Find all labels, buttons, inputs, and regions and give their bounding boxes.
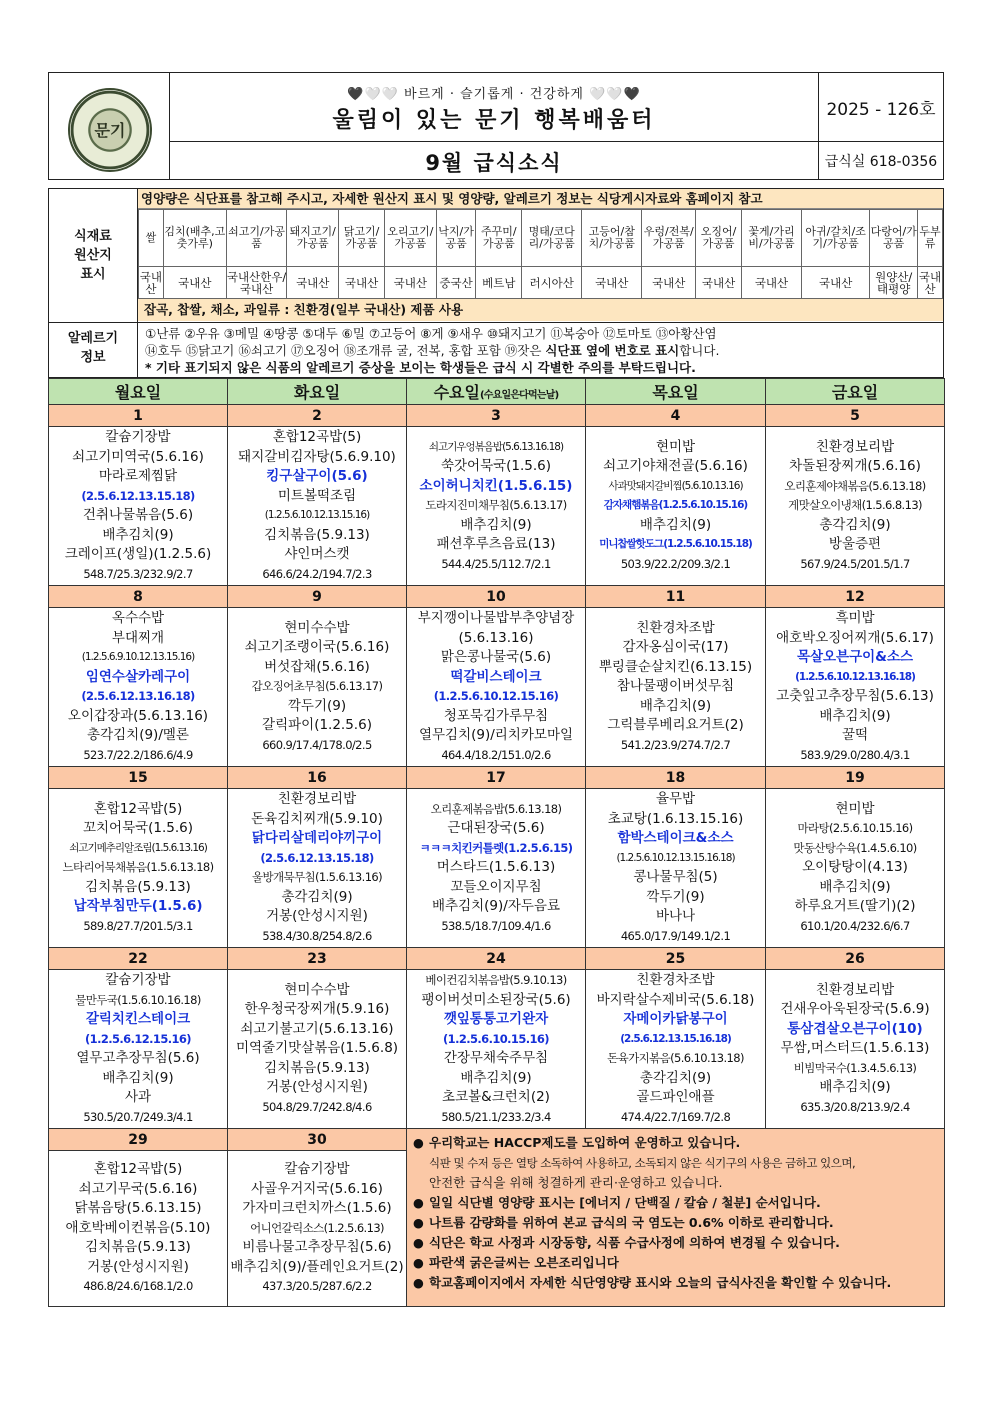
date-cell: 30 (228, 1129, 407, 1151)
origin-table (138, 209, 943, 299)
menu-item: 김치볶음(5.9.13) (264, 526, 370, 543)
menu-item: 친환경차조밥 (636, 972, 715, 988)
menu-item: 가자미크런치까스(1.5.6) (242, 1200, 392, 1217)
menu-item: (1.2.5.6.10.12.13.16.18) (795, 670, 915, 683)
menu-item: 머스타드(1.5.6.13) (436, 859, 556, 876)
date-cell: 16 (228, 767, 407, 789)
origin-item-country: 국내산 (642, 267, 696, 299)
origin-item-country: 국내산 (384, 267, 436, 299)
menu-item: 고춧잎고추장무침(5.6.13) (776, 688, 934, 704)
nutrition-value: 610.1/20.4/232.6/6.7 (800, 918, 910, 933)
menu-item: 배추김치(9)/플레인요거트(2) (230, 1258, 404, 1275)
origin-item-name: 닭고기/가공품 (339, 210, 385, 267)
cafeteria-phone: 급식실 618-0356 (824, 154, 938, 170)
menu-item: 애호박오징어찌개(5.6.17) (776, 629, 934, 646)
menu-item: 친환경보리밥 (277, 791, 357, 807)
menu-item: (1.2.5.6.9.10.12.13.15.16) (81, 651, 195, 663)
date-cell: 29 (49, 1129, 228, 1151)
menu-item: 킹구살구이(5.6) (266, 468, 368, 484)
menu-item: 갑오징어초무침(5.6.13.17) (251, 679, 383, 694)
newsletter-header (48, 72, 944, 180)
menu-item: 쇠고기무국(5.6.16) (78, 1180, 198, 1197)
bullet-icon: ● (413, 1275, 424, 1290)
menu-item: 부대찌개 (111, 629, 165, 646)
origin-item-country: 국내산 (163, 267, 226, 299)
menu-item: 바지락살수제비국(5.6.18) (596, 991, 755, 1008)
school-logo-cell (49, 73, 170, 179)
menu-item: 배추김치(9) (102, 1069, 174, 1086)
origin-item-name: 김치(배추,고춧가루) (163, 210, 226, 267)
menu-item: 간장무채숙주무침 (443, 1050, 549, 1066)
day-header: 수요일(수요일은다먹는날) (407, 379, 586, 405)
menu-item: (1.2.5.6.12.15.16) (85, 1031, 191, 1046)
menu-item: 쇠고기조랭이국(5.6.16) (244, 639, 390, 656)
meal-cell (407, 970, 586, 1129)
origin-item-name: 쇠고기/가공품 (226, 210, 287, 267)
menu-item: 건새우아욱된장국(5.6.9) (780, 1001, 930, 1018)
menu-item: 물만두국(1.5.6.10.16.18) (75, 992, 201, 1007)
menu-item: 거봉(안성시지원) (266, 908, 368, 924)
notice-item: ● 우리학교는 HACCP제도를 도입하여 운영하고 있습니다. (413, 1133, 940, 1153)
menu-item: 배추김치(9) (639, 697, 712, 714)
menu-item: 현미밥 (655, 438, 696, 455)
menu-item: 맑은콩나물국(5.6) (440, 649, 552, 665)
menu-item: 배추김치(9) (460, 516, 532, 533)
menu-item: 사골우거지국(5.6.16) (251, 1180, 383, 1197)
menu-item: 칼슘기장밥 (105, 429, 171, 445)
menu-item: 청포묵김가루무침 (443, 707, 549, 724)
menu-item: 깻잎통통고기완자 (443, 1011, 549, 1027)
meal-cell (49, 1151, 228, 1307)
bullet-icon: ● (413, 1255, 424, 1270)
meal-cell (49, 789, 228, 948)
header-issue-cell (819, 73, 943, 179)
nutrition-value: 437.3/20.5/287.6/2.2 (262, 1279, 372, 1294)
menu-item: 울방개묵무침(1.5.6.13.16) (251, 870, 383, 884)
menu-item: 친환경차조밥 (636, 619, 715, 636)
menu-item: 소이허니치킨(1.5.6.15) (419, 477, 573, 494)
menu-item: (2.5.6.12.13.15.18) (260, 850, 374, 865)
menu-item: 샤인머스캣 (284, 546, 350, 562)
menu-item: 맛동산탕수육(1.4.5.6.10) (793, 840, 917, 855)
notice-box (407, 1129, 945, 1307)
meal-cell (228, 1151, 407, 1307)
date-cell: 18 (586, 767, 766, 789)
menu-item: 총각김치(9) (281, 888, 353, 905)
allergy-label: 알레르기 정보 (67, 331, 119, 365)
menu-item: 초코볼&크런치(2) (442, 1089, 550, 1105)
menu-item: 골드파인애플 (636, 1089, 715, 1105)
menu-item: 배추김치(9) (102, 526, 174, 543)
notice-item: ● 나트륨 감량화를 위하여 본교 급식의 국 염도는 0.6% 이하로 관리합니다. (413, 1213, 940, 1233)
nutrition-value: 544.4/25.5/112.7/2.1 (441, 556, 551, 571)
menu-item: 혼합12곡밥(5) (93, 1161, 183, 1178)
menu-item: 배추김치(9)/자두음료 (432, 898, 560, 915)
menu-item: 근대된장국(5.6) (447, 820, 545, 837)
menu-item: 갈릭파이(1.2.5.6) (262, 717, 372, 734)
meal-cell (228, 970, 407, 1129)
menu-item: 비름나물고추장무침(5.6) (242, 1239, 392, 1256)
menu-item: 김치볶음(5.9.13) (264, 1059, 370, 1076)
menu-item: 쇠고기야채전골(5.6.16) (603, 458, 748, 475)
meal-cell (228, 608, 407, 767)
menu-item: 현미수수밥 (284, 981, 350, 998)
issue-number: 2025 - 126호 (826, 100, 936, 120)
menu-item: 느타리어묵채볶음(1.5.6.13.18) (62, 860, 214, 875)
date-cell: 12 (766, 586, 945, 608)
date-cell: 15 (49, 767, 228, 789)
notice-item: 식판 및 수저 등은 열탕 소독하여 사용하고, 소독되지 않은 식기구의 사용은 금하고 있으며, (429, 1156, 856, 1170)
menu-item: 한우청국장찌개(5.9.16) (244, 1001, 390, 1018)
nutrition-value: 474.4/22.7/169.7/2.8 (620, 1109, 731, 1124)
meal-cell (228, 789, 407, 948)
date-cell: 25 (586, 948, 766, 970)
wednesday-note: (수요일은다먹는날) (479, 390, 559, 401)
menu-item: (2.5.6.12.13.16.18) (81, 689, 195, 703)
menu-item: 김치볶음(5.9.13) (85, 1239, 191, 1256)
nutrition-value: 465.0/17.9/149.1/2.1 (620, 928, 731, 943)
bullet-icon: ● (413, 1195, 424, 1210)
menu-item: 오리훈제볶음밥(5.6.13.18) (430, 801, 562, 816)
menu-item: 초교탕(1.6.13.15.16) (607, 810, 744, 827)
menu-item: (2.5.6.12.13.15.16.18) (620, 1032, 731, 1045)
menu-item: ㅋㅋㅋ치킨커틀렛(1.2.5.6.15) (419, 840, 573, 855)
menu-item: 배추김치(9) (819, 878, 891, 895)
origin-label: 식재료 원산지 표시 (74, 229, 112, 282)
bullet-icon: ● (413, 1235, 424, 1250)
menu-item: (1.2.5.6.10.12.15.16) (433, 689, 559, 703)
menu-item: 쇠고기메추리알조림(1.5.6.13.16) (69, 841, 207, 854)
date-cell: 11 (586, 586, 766, 608)
day-header: 화요일 (228, 379, 407, 405)
menu-item: 사과 (124, 1089, 152, 1105)
meal-cell (766, 970, 945, 1129)
nutrition-value: 583.9/29.0/280.4/3.1 (800, 747, 910, 762)
day-header: 월요일 (49, 379, 228, 405)
date-cell: 22 (49, 948, 228, 970)
newsletter-title: 울림이 있는 문기 행복배움터 (332, 108, 656, 133)
menu-item: 배추김치(9) (460, 1069, 532, 1086)
nutrition-value: 660.9/17.4/178.0/2.5 (262, 737, 372, 752)
menu-item: 도라지진미채무침(5.6.13.17) (425, 498, 567, 513)
menu-item: 마라탕(2.5.6.10.15.16) (797, 821, 913, 836)
menu-item: 애호박베이컨볶음(5.10) (65, 1219, 211, 1236)
menu-item: 혼합12곡밥(5) (93, 800, 183, 817)
menu-item: 칼슘기장밥 (284, 1161, 350, 1178)
menu-item: 하루요거트(딸기)(2) (794, 898, 916, 915)
date-cell: 2 (228, 405, 407, 427)
menu-item: 패션후루츠음료(13) (436, 536, 556, 553)
date-cell: 1 (49, 405, 228, 427)
meal-cell (766, 427, 945, 586)
menu-item: 방울증편 (828, 536, 882, 553)
menu-item: 깍두기(9) (287, 697, 347, 714)
menu-item: 쇠고기불고기(5.6.13.16) (240, 1020, 394, 1037)
nutrition-value: 589.8/27.7/201.5/3.1 (83, 918, 193, 933)
menu-item: 김치볶음(5.9.13) (85, 878, 191, 895)
menu-item: 오이탕탕이(4.13) (802, 859, 908, 876)
origin-item-country: 중국산 (436, 267, 476, 299)
menu-item: 현미밥 (835, 800, 875, 817)
origin-item-name: 꽃게/가리비/가공품 (741, 210, 801, 267)
nutrition-value: 503.9/22.2/209.3/2.1 (620, 556, 731, 571)
menu-item: 거봉(안성시지원) (87, 1258, 189, 1275)
menu-item: 배추김치(9) (819, 1079, 891, 1096)
menu-item: 납작부침만두(1.5.6) (73, 898, 203, 915)
menu-item: 닭다리살데리야끼구이 (251, 830, 383, 846)
notice-item: ● 일일 식단별 영양량 표시는 [에너지 / 단백질 / 칼슘 / 철분] 순서입니다. (413, 1193, 940, 1213)
school-seal-text: 문기 (94, 121, 126, 140)
origin-item-country: 국내산 (696, 267, 742, 299)
menu-item: 꼬들오이지무침 (450, 878, 542, 895)
header-title-cell (170, 73, 819, 179)
school-seal-logo (68, 88, 152, 172)
menu-item: 쇠고기미역국(5.6.16) (72, 448, 204, 465)
menu-item: 꿀떡 (841, 727, 869, 743)
date-cell: 23 (228, 948, 407, 970)
menu-item: 임연수살카레구이 (85, 668, 191, 685)
origin-item-country: 국내산 (741, 267, 801, 299)
allergy-list-2: ⑭호두 ⑮닭고기 ⑯쇠고기 ⑰오징어 ⑱조개류 굴, 전복, 홍합 포함 ⑲잣은 식단표 옆에 번호로 표시합니다. (145, 343, 720, 358)
menu-item: 꼬치어묵국(1.5.6) (82, 820, 194, 837)
menu-item: 통삼겹살오븐구이(10) (787, 1020, 923, 1037)
menu-item: 돈육가지볶음(5.6.10.13.18) (607, 1051, 744, 1065)
allergy-info (145, 325, 939, 376)
menu-item: 총각김치(9)/멜론 (87, 727, 189, 743)
menu-item: 게맛살오이냉채(1.5.6.8.13) (788, 498, 922, 513)
date-cell: 17 (407, 767, 586, 789)
meal-cell (49, 427, 228, 586)
origin-item-country: 러시아산 (522, 267, 582, 299)
menu-item: 비빔막국수(1.3.4.5.6.13) (793, 1060, 917, 1075)
menu-item: 버섯잡채(5.6.16) (264, 658, 370, 675)
origin-item-name: 두부류 (918, 210, 943, 267)
menu-item: 콩나물무침(5) (633, 869, 718, 885)
bullet-icon: ● (413, 1215, 424, 1230)
nutrition-value: 580.5/21.1/233.2/3.4 (441, 1109, 551, 1124)
allergy-list-1: ①난류 ②우유 ③메밀 ④땅콩 ⑤대두 ⑥밀 ⑦고등어 ⑧게 ⑨새우 ⑩돼지고기 ⑪복숭아 ⑫토마토 ⑬아황산염 (145, 326, 717, 341)
date-cell: 8 (49, 586, 228, 608)
menu-item: 마라로제찜닭 (98, 468, 178, 484)
nutrition-value: 530.5/20.7/249.3/4.1 (83, 1109, 193, 1124)
date-cell: 10 (407, 586, 586, 608)
origin-item-name: 다랑어/가공품 (870, 210, 918, 267)
menu-item: (1.2.5.6.10.12.13.15.16) (264, 509, 370, 521)
origin-item-name: 우렁/전복/가공품 (642, 210, 696, 267)
menu-item: 미트볼떡조림 (277, 487, 357, 504)
monthly-menu-table (48, 378, 945, 1307)
menu-item: (2.5.6.12.13.15.18) (81, 488, 195, 503)
meal-cell (766, 789, 945, 948)
meal-cell (586, 608, 766, 767)
meal-cell (766, 608, 945, 767)
menu-item: 차돌된장찌개(5.6.16) (789, 458, 921, 475)
menu-item: 닭볶음탕(5.6.13.15) (74, 1200, 202, 1217)
nutrition-value: 538.4/30.8/254.8/2.6 (262, 928, 372, 943)
menu-item: 베이컨김치볶음밥(5.9.10.13) (425, 973, 567, 987)
meal-cell (228, 427, 407, 586)
meal-cell (49, 970, 228, 1129)
origin-item-name: 명태/코다리/가공품 (522, 210, 582, 267)
menu-item: (1.2.5.6.10.12.13.15.16.18) (616, 851, 735, 864)
date-cell: 19 (766, 767, 945, 789)
nutrition-value: 567.9/24.5/201.5/1.7 (800, 556, 910, 571)
menu-item: 총각김치(9) (639, 1069, 712, 1086)
meal-cell (586, 789, 766, 948)
menu-item: 감자채햄볶음(1.2.5.6.10.15.16) (603, 499, 748, 512)
origin-item-name: 주꾸미/가공품 (476, 210, 522, 267)
menu-item: 열무고추장무침(5.6) (76, 1050, 200, 1066)
menu-item: 바나나 (655, 908, 696, 924)
nutrition-value: 464.4/18.2/151.0/2.6 (441, 747, 551, 762)
menu-item: 갈릭치킨스테이크 (85, 1011, 191, 1027)
meal-cell (586, 970, 766, 1129)
meal-cell (49, 608, 228, 767)
info-box (48, 188, 944, 378)
date-cell: 3 (407, 405, 586, 427)
origin-item-name: 고등어/참치/가공품 (582, 210, 642, 267)
nutrition-value: 541.2/23.9/274.7/2.7 (620, 737, 731, 752)
menu-item: 부지깽이나물밥부추양념장 (417, 610, 575, 626)
origin-item-name: 아귀/갈치/조기/가공품 (802, 210, 870, 267)
menu-item: 떡갈비스테이크 (450, 668, 542, 685)
menu-item: 사과맛돼지갈비찜(5.6.10.13.16) (608, 479, 743, 492)
notice-item: ● 학교홈페이지에서 자세한 식단영양량 표시와 오늘의 급식사진을 확인할 수 있습니다. (413, 1273, 940, 1293)
nutrition-value: 523.7/22.2/186.6/4.9 (83, 747, 193, 762)
origin-item-country: 국내산 (287, 267, 339, 299)
notice-item: 안전한 급식을 위해 청결하게 관리·운영하고 있습니다. (429, 1175, 723, 1190)
origin-item-name: 돼지고기/가공품 (287, 210, 339, 267)
origin-item-country: 국내산한우/국내산 (226, 267, 287, 299)
notice-item: ● 파란색 굵은글씨는 오븐조리입니다 (413, 1253, 940, 1273)
newsletter-page (48, 72, 944, 1307)
menu-item: 현미수수밥 (284, 619, 350, 636)
menu-item: (5.6.13.16) (458, 629, 534, 646)
origin-item-country: 국내산 (802, 267, 870, 299)
menu-item: 자메이카닭봉구이 (623, 1011, 728, 1027)
bullet-icon: ● (413, 1135, 424, 1150)
reference-notice: 영양량은 식단표를 참고해 주시고, 자세한 원산지 표시 및 영양량, 알레르기 정보는 식당게시자료와 홈페이지 참고 (138, 189, 943, 209)
menu-item: 미니찹쌀핫도그(1.2.5.6.10.15.18) (599, 538, 752, 551)
nutrition-value: 646.6/24.2/194.7/2.3 (262, 566, 372, 581)
origin-item-country: 국내산 (339, 267, 385, 299)
origin-item-name: 낙지/가공품 (436, 210, 476, 267)
menu-item: 어니언갈릭소스(1.2.5.6.13) (250, 1220, 384, 1235)
day-header: 금요일 (766, 379, 945, 405)
nutrition-value: 538.5/18.7/109.4/1.6 (441, 918, 551, 933)
menu-item: 흑미밥 (835, 610, 875, 626)
allergy-warning: * 기타 표기되지 않은 식품의 알레르기 증상을 보이는 학생들은 급식 시 각별한 주의를 부탁드립니다. (145, 360, 696, 375)
origin-item-country: 국내산 (918, 267, 943, 299)
menu-item: 크레이프(생일)(1.2.5.6) (64, 546, 212, 562)
menu-item: 감자옹심이국(17) (622, 639, 729, 656)
menu-item: 함박스테이크&소스 (617, 830, 734, 846)
notice-item: ● 식단은 학교 사정과 시장동향, 식품 수급사정에 의하여 변경될 수 있습니다. (413, 1233, 940, 1253)
origin-item-name: 오징어/가공품 (696, 210, 742, 267)
meal-cell (407, 427, 586, 586)
menu-item: 친환경보리밥 (815, 981, 895, 998)
menu-item: 배추김치(9) (819, 707, 891, 724)
origin-item-country: 원양산/태평양 (870, 267, 918, 299)
menu-item: 오리훈제야채볶음(5.6.13.18) (784, 478, 926, 493)
menu-item: 쑥갓어묵국(1.5.6) (440, 458, 552, 475)
menu-item: 배추김치(9) (639, 516, 712, 533)
origin-item-country: 베트남 (476, 267, 522, 299)
menu-item: 미역줄기맛살볶음(1.5.6.8) (235, 1040, 399, 1057)
menu-item: 깍두기(9) (646, 888, 705, 905)
nutrition-value: 486.8/24.6/168.1/2.0 (83, 1279, 193, 1294)
origin-item-name: 오리고기/가공품 (384, 210, 436, 267)
meal-cell (407, 608, 586, 767)
newsletter-subtitle: 9월 급식소식 (425, 151, 563, 175)
nutrition-value: 635.3/20.8/213.9/2.4 (800, 1099, 910, 1114)
meal-cell (407, 789, 586, 948)
menu-item: 목살오븐구이&소스 (796, 649, 914, 665)
menu-item: 돈육김치찌개(5.9.10) (251, 810, 383, 827)
menu-item: 열무김치(9)/리치카모마일 (418, 727, 574, 743)
date-cell: 26 (766, 948, 945, 970)
nutrition-value: 548.7/25.3/232.9/2.7 (83, 566, 193, 581)
menu-item: (1.2.5.6.10.15.16) (443, 1031, 549, 1046)
origin-item-country: 국내산 (139, 267, 164, 299)
menu-item: 그릭블루베리요거트(2) (607, 717, 744, 734)
menu-item: 쇠고기우엉볶음밥(5.6.13.16.18) (428, 440, 564, 453)
menu-item: 율무밥 (655, 791, 696, 807)
menu-item: 뿌링클순살치킨(6.13.15) (598, 658, 753, 675)
date-cell: 5 (766, 405, 945, 427)
menu-item: 총각김치(9) (819, 516, 891, 533)
menu-item: 혼합12곡밥(5) (272, 429, 362, 445)
menu-item: 옥수수밥 (111, 610, 165, 626)
date-cell: 4 (586, 405, 766, 427)
menu-item: 돼지갈비김자탕(5.6.9.10) (238, 448, 396, 465)
origin-item-name: 쌀 (139, 210, 164, 267)
menu-item: 팽이버섯미소된장국(5.6) (421, 991, 571, 1008)
day-header: 목요일 (586, 379, 766, 405)
school-slogan: 🖤🤍🤍 바르게 · 슬기롭게 · 건강하게 🤍🤍🖤 (347, 87, 641, 102)
menu-item: 칼슘기장밥 (105, 972, 171, 988)
menu-item: 친환경보리밥 (815, 438, 895, 455)
date-cell: 9 (228, 586, 407, 608)
menu-item: 거봉(안성시지원) (266, 1079, 368, 1096)
menu-item: 무쌈,머스터드(1.5.6.13) (780, 1040, 930, 1057)
meal-cell (586, 427, 766, 586)
menu-item: 오이갑장과(5.6.13.16) (67, 707, 209, 724)
menu-item: 건취나물볶음(5.6) (82, 507, 194, 523)
nutrition-value: 504.8/29.7/242.8/4.6 (262, 1099, 372, 1114)
grain-note: 잡곡, 찹쌀, 채소, 과일류 : 친환경(일부 국내산) 제품 사용 (138, 299, 943, 321)
origin-item-country: 국내산 (582, 267, 642, 299)
date-cell: 24 (407, 948, 586, 970)
menu-item: 참나물팽이버섯무침 (616, 678, 735, 695)
